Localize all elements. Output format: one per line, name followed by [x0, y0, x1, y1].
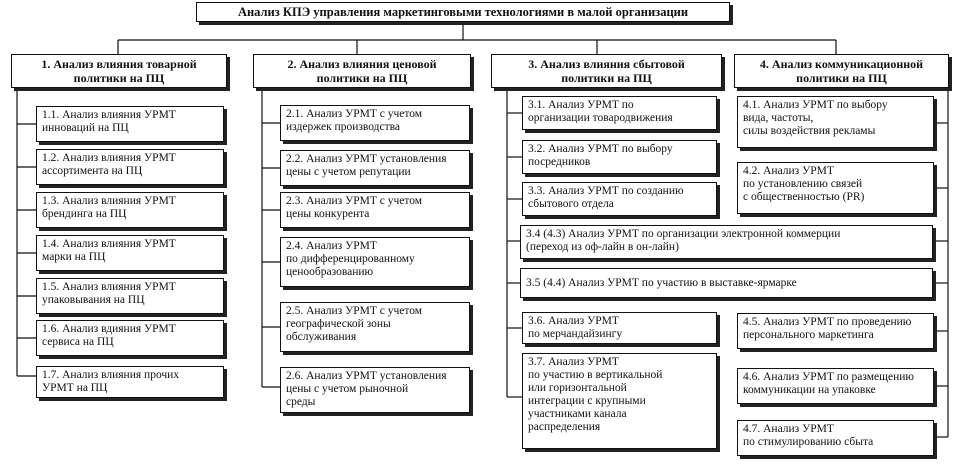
item-1-2: 1.2. Анализ влияния УРМТ ассортимента на ПЦ	[36, 149, 224, 185]
diagram-title: Анализ КПЭ управления маркетинговыми технологиями в малой организации	[196, 2, 730, 22]
item-1-6: 1.6. Анализ вдияния УРМТ сервиса на ПЦ	[36, 320, 224, 356]
item-2-5: 2.5. Анализ УРМТ с учетом географической зоны обслуживания	[280, 302, 470, 352]
item-4-6: 4.6. Анализ УРМТ по размещению коммуникации на упаковке	[737, 368, 934, 404]
item-2-1: 2.1. Анализ УРМТ с учетом издержек производства	[280, 105, 470, 141]
item-3-5-wide: 3.5 (4.4) Анализ УРМТ по участию в выставке-ярмарке	[520, 268, 933, 298]
item-3-6: 3.6. Анализ УРМТ по мерчандайзингу	[522, 312, 717, 344]
item-2-4: 2.4. Анализ УРМТ по дифференцированному ценообразованию	[280, 237, 470, 287]
item-4-5: 4.5. Анализ УРМТ по проведению персонального маркетинга	[737, 313, 934, 349]
item-1-4: 1.4. Анализ влияния УРМТ марки на ПЦ	[36, 235, 224, 271]
item-2-3: 2.3. Анализ УРМТ с учетом цены конкурента	[280, 192, 470, 228]
item-1-7: 1.7. Анализ влияния прочих УРМТ на ПЦ	[36, 366, 224, 398]
item-2-2: 2.2. Анализ УРМТ установления цены с учетом репутации	[280, 150, 470, 186]
item-1-3: 1.3. Анализ влияния УРМТ брендинга на ПЦ	[36, 192, 224, 228]
item-3-3: 3.3. Анализ УРМТ по созданию сбытового отдела	[522, 182, 717, 216]
item-4-2: 4.2. Анализ УРМТ по установлению связей с общественностью (PR)	[737, 162, 934, 214]
item-3-1: 3.1. Анализ УРМТ по организации товародвижения	[522, 96, 717, 130]
item-3-7: 3.7. Анализ УРМТ по участию в вертикальной или горизонтальной интеграции с крупными участниками канала распределения	[522, 353, 717, 449]
column-2-header: 2. Анализ влияния ценовой политики на ПЦ	[253, 54, 471, 88]
item-3-4-wide: 3.4 (4.3) Анализ УРМТ по организации электронной коммерции (переход из оф-лайн в он-лайн)	[520, 225, 933, 259]
item-1-5: 1.5. Анализ влияния УРМТ упаковывания на ПЦ	[36, 278, 224, 314]
column-3-header: 3. Анализ влияния сбытовой политики на ПЦ	[491, 54, 722, 88]
column-1-header: 1. Анализ влияния товарной политики на ПЦ	[11, 54, 227, 88]
item-4-7: 4.7. Анализ УРМТ по стимулированию сбыта	[737, 420, 934, 456]
item-3-2: 3.2. Анализ УРМТ по выбору посредников	[522, 140, 717, 174]
column-4-header: 4. Анализ коммуникационной политики на ПЦ	[734, 54, 949, 88]
item-2-6: 2.6. Анализ УРМТ установления цены с учетом рыночной среды	[280, 367, 470, 413]
item-1-1: 1.1. Анализ влияния УРМТ инноваций на ПЦ	[36, 106, 224, 142]
item-4-1: 4.1. Анализ УРМТ по выбору вида, частоты, силы воздействия рекламы	[737, 96, 934, 148]
